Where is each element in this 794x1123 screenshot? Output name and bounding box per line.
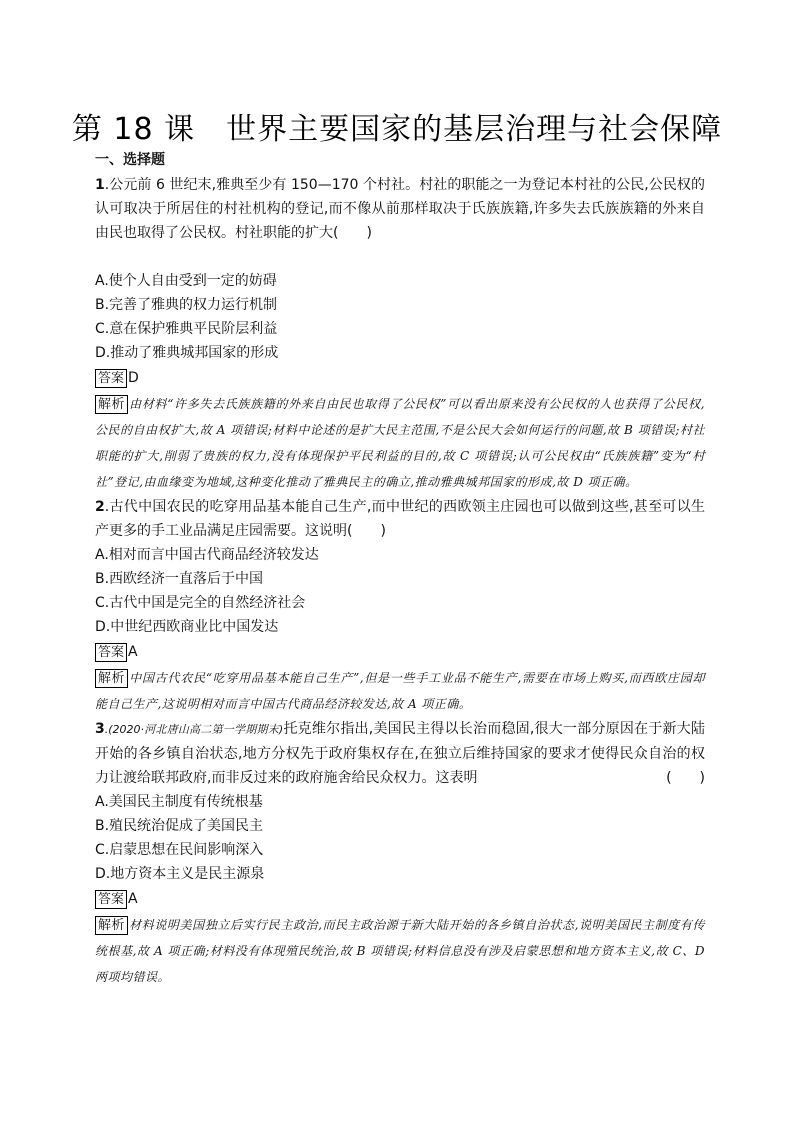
answer-label: 答案 [95,643,127,662]
option-c: C.启蒙思想在民间影响深入 [95,842,264,858]
option-b: B.西欧经济一直落后于中国 [95,571,264,587]
answer-row [95,641,705,663]
question-stem [95,173,705,245]
option-b: B.完善了雅典的权力运行机制 [95,297,278,313]
analysis-label: 解析 [95,669,128,688]
analysis-text: 中国古代农民“吃穿用品基本能自己生产”,但是一些手工业品不能生产,需要在市场上购买,而西欧庄园却能自己生产,这说明相对而言中国古代商品经济较发达,故 A 项正确。 [95,671,705,711]
option-a: A.相对而言中国古代商品经济较发达 [95,547,319,563]
answer-row [95,367,705,389]
page-title: 第 18 课 世界主要国家的基层治理与社会保障 [71,112,723,147]
question-text: .古代中国农民的吃穿用品基本能自己生产,而中世纪的西欧领主庄园也可以做到这些,甚至可以生产更多的手工业品满足庄园需要。这说明( ) [95,499,705,539]
option-a: A.使个人自由受到一定的妨碍 [95,273,277,289]
analysis-row [95,912,705,990]
analysis-row [95,665,705,717]
question-text: 托克维尔指出,美国民主得以长治而稳固,很大一部分原因在于新大陆开始的各乡镇自治状态,地方分权先于政府集权存在,在独立后维持国家的要求才使得民众自治的权力让渡给联邦政府,而非反过来的政府施舍给民众权力。这表明 [95,721,705,786]
answer-paren: ( ) [666,770,705,786]
answer-value: A [128,644,138,660]
option-a: A.美国民主制度有传统根基 [95,794,263,810]
section-title: 一、选择题 [95,152,165,168]
blank-line [95,245,705,269]
question-stem [95,495,705,543]
question-number: 3 [95,721,105,737]
question-text: .公元前 6 世纪末,雅典至少有 150—170 个村社。村社的职能之一为登记本村社的公民,公民权的认可取决于所居住的村社机构的登记,而不像从前那样取决于氏族族籍,许多失去氏族族籍的外来自由民也取得了公民权。村社职能的扩大( ) [95,177,705,241]
analysis-label: 解析 [95,916,128,935]
answer-value: D [128,370,139,386]
content-area [95,150,705,990]
answer-row [95,888,705,910]
option-d: D.地方资本主义是民主源泉 [95,866,265,882]
question-3 [95,717,705,990]
option-c: C.意在保护雅典平民阶层利益 [95,321,278,337]
question-number: 2 [95,499,105,515]
answer-value: A [128,891,138,907]
analysis-text: 由材料“许多失去氏族族籍的外来自由民也取得了公民权”可以看出原来没有公民权的人也获得了公民权,公民的自由权扩大,故 A 项错误;材料中论述的是扩大民主范围,不是公民大会如何运行的问题,故 B 项错误;村社职能的扩大,削弱了贵族的权力,没有体现保护平民利益的目的,故 C 项错误;认可公民权由“氏族族籍”变为“村社”登记,由血缘变为地域,这种变化推动了雅典民主的确立,推动雅典城邦国家的形成,故 D 项正确。 [95,397,705,489]
answer-label: 答案 [95,369,127,388]
option-d: D.推动了雅典城邦国家的形成 [95,345,279,361]
question-1 [95,173,705,495]
option-b: B.殖民统治促成了美国民主 [95,818,264,834]
question-number: 1 [95,177,105,193]
analysis-text: 材料说明美国独立后实行民主政治,而民主政治源于新大陆开始的各乡镇自治状态,说明美国民主制度有传统根基,故 A 项正确;材料没有体现殖民统治,故 B 项错误;材料信息没有涉及启蒙思想和地方资本主义,故 C、D 两项均错误。 [95,918,705,984]
answer-label: 答案 [95,890,127,909]
analysis-row [95,391,705,495]
analysis-label: 解析 [95,395,128,414]
question-2 [95,495,705,717]
option-c: C.古代中国是完全的自然经济社会 [95,595,306,611]
question-stem [95,717,705,790]
question-source: .(2020·河北唐山高二第一学期期末) [104,723,284,736]
option-d: D.中世纪西欧商业比中国发达 [95,619,279,635]
